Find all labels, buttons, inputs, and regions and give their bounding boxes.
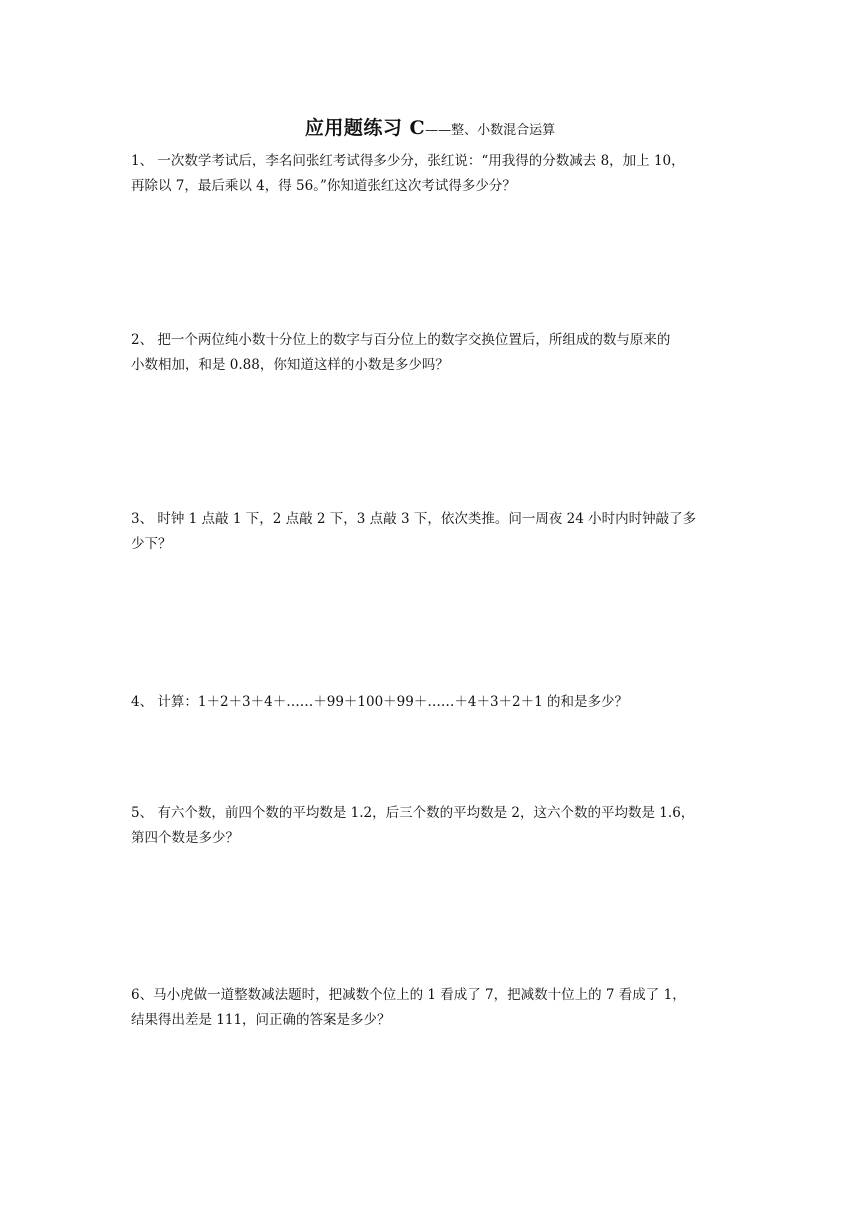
question-3-line-1: 3、 时钟 1 点敲 1 下，2 点敲 2 下，3 点敲 3 下，依次类推。问一周夜 24 小时内时钟敲了多 [131,511,697,527]
question-6-line-2: 结果得出差是 111，问正确的答案是多少？ [131,1012,391,1028]
question-5 [131,801,731,851]
question-1-line-1: 1、 一次数学考试后，李名问张红考试得多少分，张红说：“用我得的分数减去 8，加上 10， [131,153,685,169]
question-2-line-2: 小数相加，和是 0.88，你知道这样的小数是多少吗？ [131,357,449,373]
question-3-line-2: 少下？ [131,536,172,552]
question-6-line-1: 6、马小虎做一道整数减法题时，把减数个位上的 1 看成了 7，把减数十位上的 7 看成了 1， [131,987,686,1003]
question-4-line-1: 4、 计算：1＋2＋3＋4＋……＋99＋100＋99＋……＋4＋3＋2＋1 的和是多少？ [131,694,629,710]
question-6 [131,983,731,1033]
question-4 [131,690,731,715]
title-subtitle: ——整、小数混合运算 [425,123,556,138]
question-1-line-2: 再除以 7，最后乘以 4，得 56。”你知道张红这次考试得多少分？ [131,178,516,194]
question-5-line-2: 第四个数是多少？ [131,830,239,846]
question-5-line-1: 5、 有六个数，前四个数的平均数是 1.2，后三个数的平均数是 2，这六个数的平均数是 1.6， [131,805,695,821]
title-main: 应用题练习 C [304,117,426,139]
question-2 [131,328,731,378]
question-1 [131,149,731,199]
page-title [0,114,860,145]
question-2-line-1: 2、 把一个两位纯小数十分位上的数字与百分位上的数字交换位置后，所组成的数与原来的 [131,332,671,348]
question-3 [131,507,731,557]
